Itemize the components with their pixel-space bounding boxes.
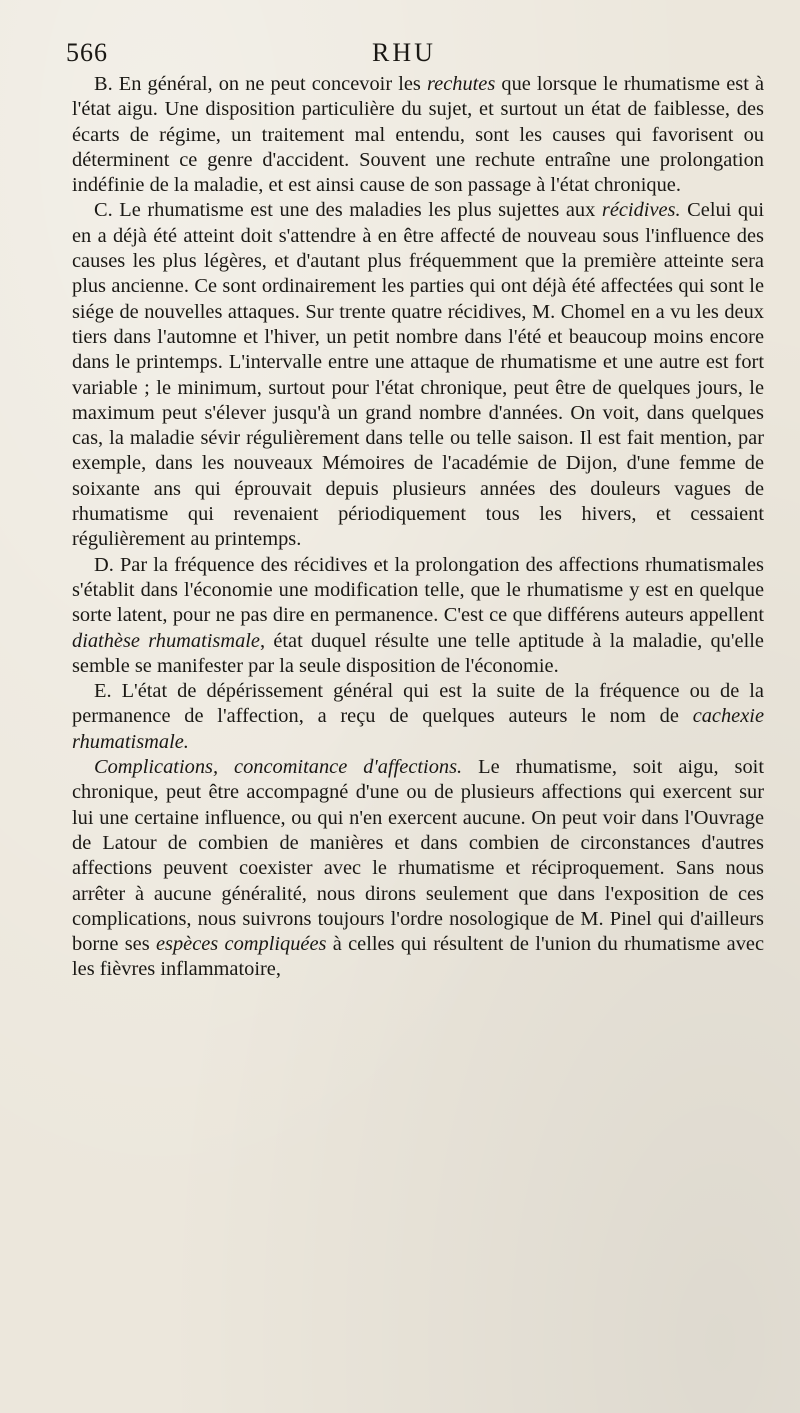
running-head: RHU	[372, 38, 436, 67]
paragraph-label: B.	[94, 73, 113, 95]
page-number: 566	[66, 38, 108, 67]
paragraph-label: D.	[94, 553, 114, 576]
body-text	[72, 72, 764, 983]
paragraph-complications	[72, 755, 764, 983]
italic-term: cachexie rhumatismale.	[72, 705, 764, 753]
italic-term: diathèse rhumatismale	[72, 629, 260, 652]
paragraph-text: En général, on ne peut concevoir les	[112, 73, 427, 95]
italic-term: rechutes	[426, 73, 496, 95]
paragraph-text: Le rhumatisme est une des maladies les plus sujettes aux	[112, 199, 602, 222]
paragraph-text: Le rhumatisme, soit aigu, soit chronique, peut être accompagné d'une ou de plusieurs affections qui exercent sur lui une certaine influence, ou qui n'en exercent aucune. On peut voir dans l'Ouvrage de Latour de combien de manières et dans combien de circonstances d'autres affections peuvent coexister avec le rhumatisme et réciproquement. Sans nous arrêter à aucune généralité, nous dirons seulement que dans l'exposition de ces complications, nous suivrons toujours l'ordre nosologique de M. Pinel qui d'ailleurs borne ses	[72, 756, 764, 956]
paragraph-text: L'état de dépérissement général qui est la suite de la fréquence ou de la permanence de l'affection, a reçu de quelques auteurs le nom de	[72, 680, 764, 728]
paragraph-d	[72, 553, 764, 679]
paragraph-text: que lorsque le rhumatisme est à l'état aigu. Une disposition particulière du sujet, et surtout un état de faiblesse, des écarts de régime, un traitement mal entendu, sont les causes qui favorisent ou déterminent ce genre d'accident. Souvent une rechute entraîne une prolongation indéfinie de la maladie, et est ainsi cause de son passage à l'état chronique.	[72, 73, 764, 197]
italic-term: récidives.	[601, 199, 681, 222]
section-heading: Complications, concomitance d'affections.	[94, 756, 463, 779]
paragraph-text: Celui qui en a déjà été atteint doit s'attendre à en être affecté de nouveau sous l'influence des causes les plus légères, et d'autant plus fréquemment que la première atteinte sera plus ancienne. Ce sont ordinairement les parties qui ont déjà été affectées qui sont le siége de nouvelles attaques. Sur trente quatre récidives, M. Chomel en a vu les deux tiers dans l'automne et l'hiver, un petit nombre dans l'été et beaucoup moins encore dans le printemps. L'intervalle entre une attaque de rhumatisme et une autre est fort variable ; le minimum, surtout pour l'état chronique, peut être de quelques jours, le maximum peut s'élever jusqu'à un grand nombre d'années. On voit, dans quelques cas, la maladie sévir régulièrement dans telle ou telle saison. Il est fait mention, par exemple, dans les nouveaux Mémoires de l'académie de Dijon, d'une femme de soixante ans qui éprouvait depuis plusieurs années des douleurs vagues de rhumatisme qui revenaient périodiquement tous les hivers, et cessaient régulièrement au printemps.	[72, 199, 764, 551]
page-header	[66, 38, 764, 72]
paragraph-text: Par la fréquence des récidives et la prolongation des affections rhumatismales s'établit dans l'économie une modification telle, que le rhumatisme y est en quelque sorte latent, pour ne pas dire en permanence. C'est ce que différens auteurs appellent	[72, 553, 764, 627]
paragraph-c	[72, 198, 764, 552]
paragraph-b	[72, 72, 764, 198]
italic-term: espèces compliquées	[155, 933, 327, 956]
paragraph-text: , état duquel résulte une telle aptitude à la maladie, qu'elle semble se manifester par la seule disposition de l'économie.	[72, 629, 764, 677]
paragraph-label: C.	[94, 199, 113, 222]
paragraph-label: E.	[94, 680, 112, 703]
paragraph-e	[72, 679, 764, 755]
paragraph-text: à celles qui résultent de l'union du rhumatisme avec les fièvres inflammatoire,	[72, 933, 764, 981]
